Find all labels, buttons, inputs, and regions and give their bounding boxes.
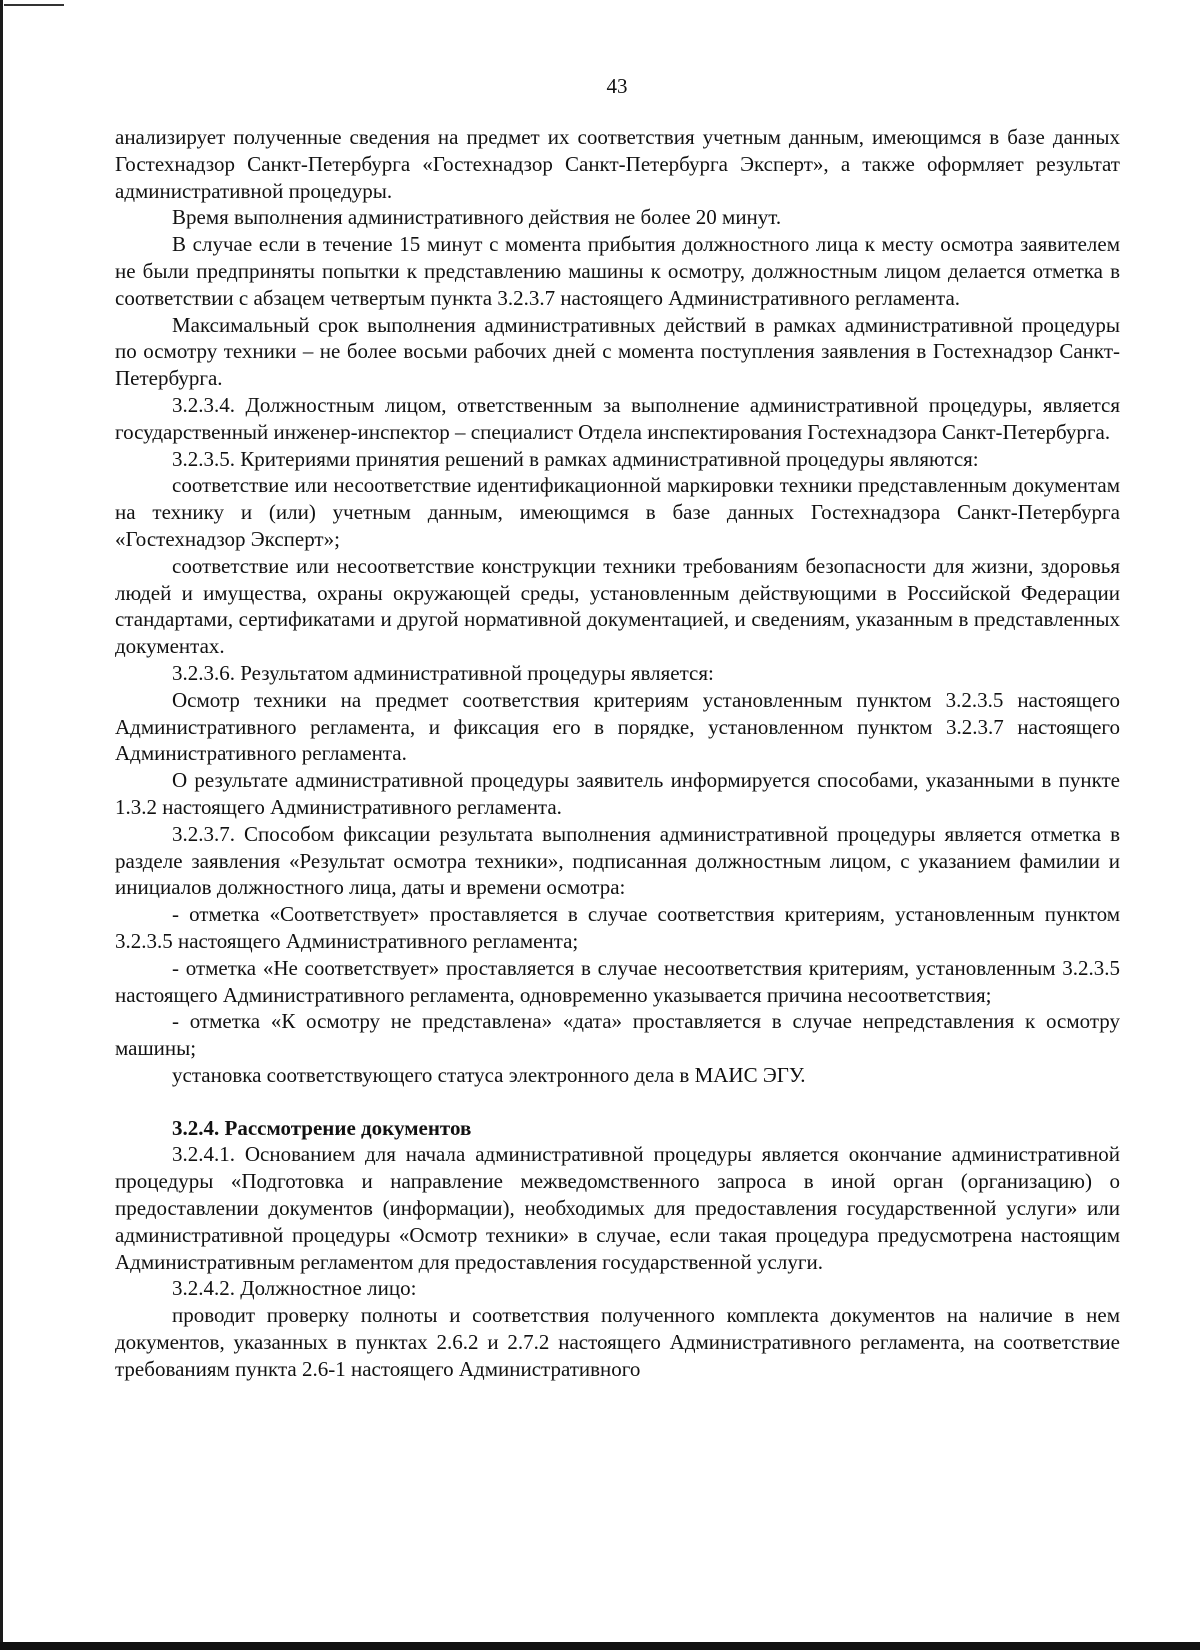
paragraph: - отметка «Соответствует» проставляется в случае соответствия критериям, установленным пунктом 3.2.3.5 настоящего Административного регламента; [115,902,1120,953]
paragraph: Максимальный срок выполнения административных действий в рамках административной процедуры по осмотру техники – не более восьми рабочих дней с момента поступления заявления в Гостехнадзор Санкт-Петербурга. [115,312,1120,391]
page-number: 43 [606,74,628,98]
paragraph: - отметка «Не соответствует» проставляется в случае несоответствия критериям, установленным 3.2.3.5 настоящего Административного регламента, одновременно указывается причина несоответствия; [115,955,1120,1007]
paragraph: 3.2.3.6. Результатом административной процедуры является: [172,660,714,685]
document-body [115,124,1120,1383]
scan-edge-bottom [0,1642,1200,1650]
paragraph: проводит проверку полноты и соответствия полученного комплекта документов на наличие в нем документов, указанных в пунктах 2.6.2 и 2.7.2 настоящего Административного регламента, на соответствие требованиям пункта 2.6-1 настоящего Административного [115,1303,1120,1381]
paragraph: Осмотр техники на предмет соответствия критериям установленным пунктом 3.2.3.5 настоящего Административного регламента, и фиксация его в порядке, установленном пунктом 3.2.3.7 настоящего Административного регламента. [115,687,1120,766]
paragraph: О результате административной процедуры заявитель информируется способами, указанными в пункте 1.3.2 настоящего Административного регламента. [115,768,1120,819]
paragraph: соответствие или несоответствие идентификационной маркировки техники представленным документам на технику и (или) учетным данным, имеющимся в базе данных Гостехнадзора Санкт-Петербурга «Гостехнадзор Эксперт»; [115,473,1120,551]
paragraph: Время выполнения административного действия не более 20 минут. [172,205,782,230]
paragraph: 3.2.3.4. Должностным лицом, ответственным за выполнение административной процедуры, является государственный инженер-инспектор – специалист Отдела инспектирования Гостехнадзора Санкт-Петербурга. [115,392,1120,444]
paragraph: 3.2.3.7. Способом фиксации результата выполнения административной процедуры является отметка в разделе заявления «Результат осмотра техники», подписанная должностным лицом, с указанием фамилии и инициалов должностного лица, даты и времени осмотра: [115,821,1120,900]
scan-mark [4,4,64,6]
paragraph: 3.2.4.2. Должностное лицо: [172,1276,417,1301]
paragraph: установка соответствующего статуса электронного дела в МАИС ЭГУ. [172,1062,806,1087]
paragraph: - отметка «К осмотру не представлена» «дата» проставляется в случае непредставления к осмотру машины; [115,1009,1120,1061]
paragraph: 3.2.3.5. Критериями принятия решений в рамках административной процедуры являются: [172,446,979,471]
paragraph: 3.2.4.1. Основанием для начала административной процедуры является окончание административной процедуры «Подготовка и направление межведомственного запроса в иной орган (организацию) о предоставлении документов (информации), необходимых для предоставления государственной услуги» или административной процедуры «Осмотр техники» в случае, если такая процедура предусмотрена настоящим Административным регламентом для предоставления государственной услуги. [115,1142,1120,1274]
scan-edge-left [0,0,3,1650]
paragraph: анализирует полученные сведения на предмет их соответствия учетным данным, имеющимся в базе данных Гостехнадзор Санкт-Петербурга «Гостехнадзор Санкт-Петербурга Эксперт», а также оформляет результат административной процедуры. [115,125,1120,203]
paragraph: В случае если в течение 15 минут с момента прибытия должностного лица к месту осмотра заявителем не были предприняты попытки к представлению машины к осмотру, должностным лицом делается отметка в соответствии с абзацем четвертым пункта 3.2.3.7 настоящего Административного регламента. [115,232,1120,310]
section-heading: 3.2.4. Рассмотрение документов [172,1115,472,1140]
paragraph: соответствие или несоответствие конструкции техники требованиям безопасности для жизни, здоровья людей и имущества, охраны окружающей среды, установленным действующими в Российской Федерации стандартами, сертификатами и другой нормативной документацией, и сведениям, указанным в представленных документах. [115,553,1120,659]
